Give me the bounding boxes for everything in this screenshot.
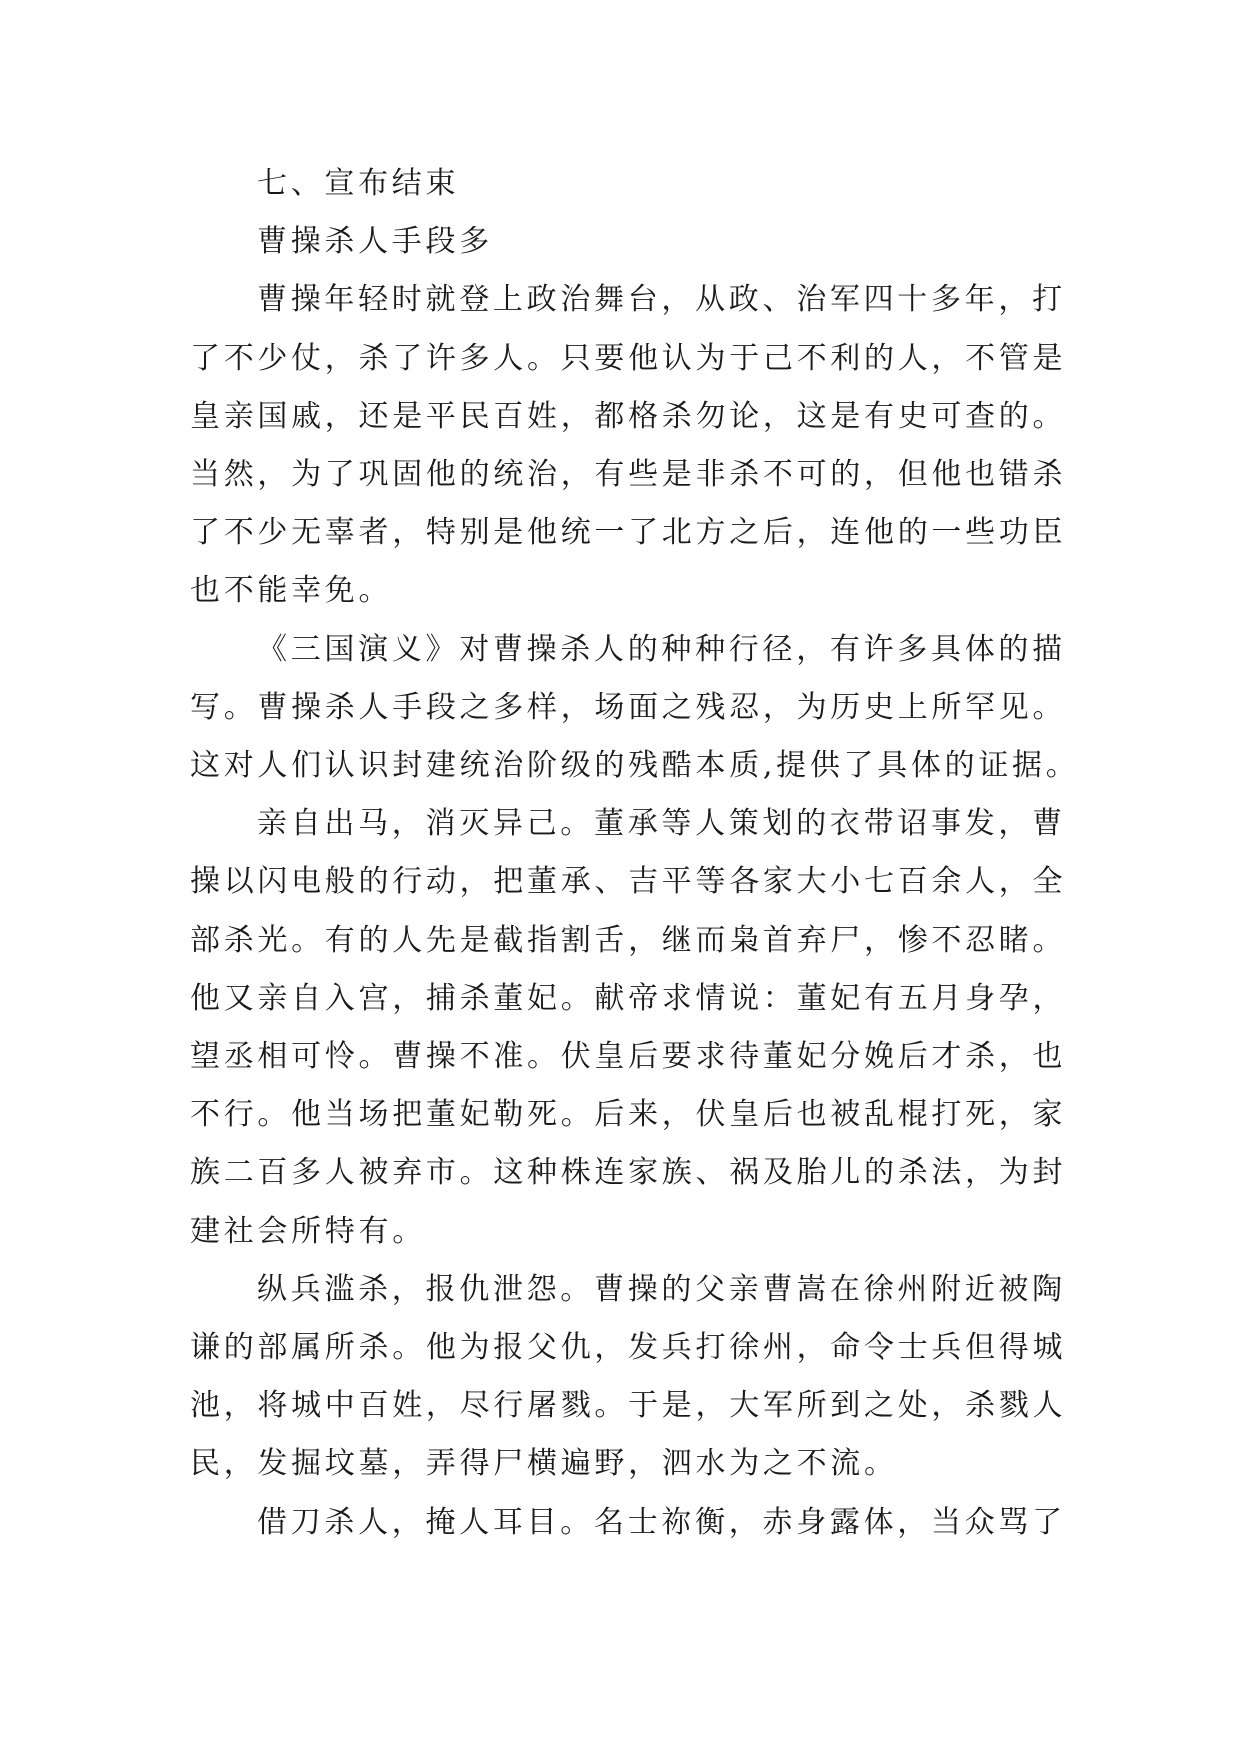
text-line: 了不少无辜者，特别是他统一了北方之后，连他的一些功臣 <box>190 515 1067 551</box>
text-line: 纵兵滥杀，报仇泄怨。曹操的父亲曹嵩在徐州附近被陶 <box>257 1271 1066 1307</box>
text-line: 族二百多人被弃市。这种株连家族、祸及胎儿的杀法，为封 <box>190 1155 1067 1191</box>
text-line: 借刀杀人，掩人耳目。名士祢衡，赤身露体，当众骂了 <box>257 1504 1066 1540</box>
text-line: 亲自出马，消灭异己。董承等人策划的衣带诏事发，曹 <box>257 806 1066 842</box>
text-line: 了不少仗，杀了许多人。只要他认为于己不利的人，不管是 <box>190 340 1067 376</box>
text-line: 当然，为了巩固他的统治，有些是非杀不可的，但他也错杀 <box>190 457 1067 493</box>
text-line: 七、宣布结束 <box>257 166 460 201</box>
text-line: 谦的部属所杀。他为报父仇，发兵打徐州，命令士兵但得城 <box>190 1330 1067 1366</box>
text-line: 写。曹操杀人手段之多样，场面之残忍，为历史上所罕见。 <box>190 689 1067 725</box>
paragraph-xuzhou <box>190 1261 1070 1494</box>
text-line: 部杀光。有的人先是截指割舌，继而枭首弃尸，惨不忍睹。 <box>190 922 1067 958</box>
text-line: 曹操年轻时就登上政治舞台，从政、治军四十多年，打 <box>257 282 1066 318</box>
text-line: 操以闪电般的行动，把董承、吉平等各家大小七百余人，全 <box>190 864 1067 900</box>
text-line: 这对人们认识封建统治阶级的残酷本质,提供了具体的证据。 <box>190 748 1080 784</box>
text-line: 民，发掘坟墓，弄得尸横遍野，泗水为之不流。 <box>190 1446 898 1482</box>
text-line: 不行。他当场把董妃勒死。后来，伏皇后也被乱棍打死，家 <box>190 1097 1067 1133</box>
article-title <box>190 213 1070 271</box>
document-body <box>190 155 1080 1552</box>
paragraph-intro <box>190 271 1070 620</box>
text-line: 曹操杀人手段多 <box>257 224 493 260</box>
text-line: 《三国演义》对曹操杀人的种种行径，有许多具体的描 <box>257 631 1066 667</box>
text-line: 池，将城中百姓，尽行屠戮。于是，大军所到之处，杀戮人 <box>190 1388 1067 1424</box>
text-line: 皇亲国戚，还是平民百姓，都格杀勿论，这是有史可查的。 <box>190 398 1067 434</box>
text-line: 也不能幸免。 <box>190 573 393 609</box>
text-line: 建社会所特有。 <box>190 1213 426 1249</box>
text-line: 望丞相可怜。曹操不准。伏皇后要求待董妃分娩后才杀，也 <box>190 1039 1067 1075</box>
paragraph-miheng <box>190 1494 1070 1552</box>
section-heading <box>190 155 1070 213</box>
paragraph-sanguo <box>190 621 1080 796</box>
paragraph-dongcheng <box>190 795 1070 1261</box>
text-line: 他又亲自入宫，捕杀董妃。献帝求情说：董妃有五月身孕， <box>190 980 1067 1016</box>
